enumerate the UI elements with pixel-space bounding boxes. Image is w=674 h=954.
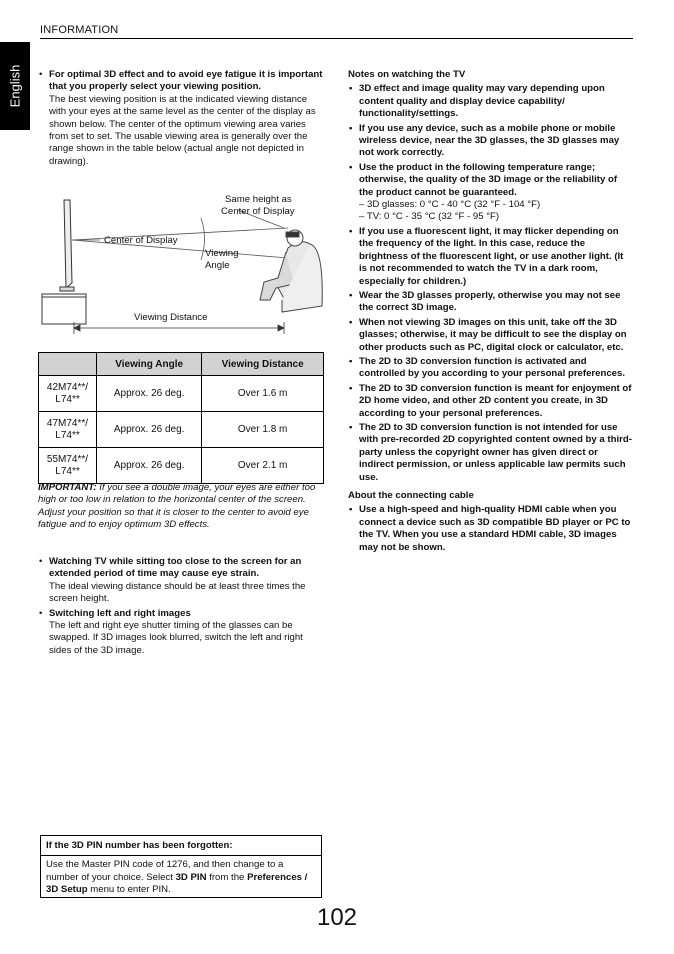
important-label: IMPORTANT:	[38, 482, 97, 493]
cable-title: About the connecting cable	[348, 490, 474, 501]
viewing-spec-table	[38, 352, 324, 484]
label-angle: Angle	[205, 260, 230, 271]
table-header-model	[39, 353, 97, 376]
bullet-optimal-3d	[38, 69, 324, 168]
tv-illustration	[42, 200, 86, 324]
list-item: • When not viewing 3D images on this unit, take off the 3D glasses; otherwise, it may be difficult to see the display on other products such as PC, digital clock or calculator, etc.	[348, 317, 634, 354]
viewing-position-diagram	[38, 188, 328, 338]
left-column-lower	[38, 556, 324, 659]
table-cell-angle: Approx. 26 deg.	[97, 448, 202, 484]
section-header: INFORMATION	[40, 24, 119, 36]
viewer-illustration	[260, 230, 322, 312]
bullet-switching-images-body: The left and right eye shutter timing of the glasses can be swapped. If 3D images look blurred, switch the left and right sides of the 3D image.	[49, 620, 303, 656]
language-tab	[0, 42, 30, 130]
list-item: • 3D effect and image quality may vary depending upon content quality and display device capability/ functionality/settings.	[348, 83, 634, 120]
list-item: • The 2D to 3D conversion function is meant for enjoyment of 2D home video, and other 2D content you create, in 3D according to your personal preferences.	[348, 383, 634, 420]
table-cell-distance: Over 1.8 m	[202, 412, 324, 448]
list-item: • Use a high-speed and high-quality HDMI cable when you connect a device such as 3D compatible BD player or PC to the TV. When you use a standard HDMI cable, 3D images may not be shown.	[348, 504, 634, 554]
bullet-switching-images-title: • Switching left and right images	[49, 607, 191, 619]
bullet-optimal-3d-body: The best viewing position is at the indicated viewing distance with your eyes at the same level as the center of the display as shown below. The center of the optimum viewing area varies from set to set. The usable viewing area is generally over the range shown in the table below (actual angle not depicted in drawing).	[49, 93, 316, 167]
model-line-1: 47M74**/	[46, 417, 89, 429]
list-item: • The 2D to 3D conversion function is activated and controlled by you according to your personal preferences.	[348, 356, 634, 381]
temp-glasses: – 3D glasses: 0 °C - 40 °C (32 °F - 104 °F)	[359, 199, 541, 211]
note-temperature: Use the product in the following temperature range; otherwise, the quality of the 3D image or the reliability of the product cannot be guaranteed.	[359, 161, 618, 198]
model-line-2: L74**	[55, 393, 80, 405]
pin-menu-3d-pin: 3D PIN	[175, 871, 207, 883]
bullet-sitting-close	[38, 556, 324, 606]
header-divider	[40, 38, 633, 39]
table-row	[39, 376, 324, 412]
label-same-height: Same height as	[225, 194, 292, 205]
table-cell-distance: Over 1.6 m	[202, 376, 324, 412]
table-header-angle: Viewing Angle	[97, 353, 202, 376]
right-column	[348, 69, 634, 556]
cable-list	[348, 504, 634, 554]
model-line-2: L74**	[55, 429, 80, 441]
table-cell-model	[39, 376, 97, 412]
label-viewing-distance: Viewing Distance	[134, 312, 208, 323]
table-cell-model	[39, 412, 97, 448]
table-cell-angle: Approx. 26 deg.	[97, 376, 202, 412]
model-line-1: 55M74**/	[46, 453, 89, 465]
pin-text-1: Use the Master PIN code of 1276, and then change to a number of your choice. Select	[46, 859, 284, 883]
label-center-of-display: Center of Display	[104, 235, 178, 246]
pin-menu-path: Preferences / 3D Setup	[46, 871, 308, 896]
important-text-2: Adjust your position so that it is closer to the center to avoid eye fatigue and to enjoy optimum 3D effects.	[38, 506, 309, 531]
table-cell-distance: Over 2.1 m	[202, 448, 324, 484]
list-item	[348, 162, 634, 224]
table-row	[39, 412, 324, 448]
left-column-intro	[38, 69, 324, 170]
pin-text-3: menu to enter PIN.	[87, 884, 171, 896]
model-line-1: 42M74**/	[46, 381, 89, 393]
table-cell-model	[39, 448, 97, 484]
notes-title: Notes on watching the TV	[348, 69, 466, 80]
table-header-row	[39, 353, 324, 376]
temp-tv: – TV: 0 °C - 35 °C (32 °F - 95 °F)	[359, 211, 500, 223]
pin-forgotten-box	[40, 835, 322, 898]
pin-box-title: If the 3D PIN number has been forgotten:	[41, 836, 321, 856]
table-row	[39, 448, 324, 484]
pin-box-body	[41, 856, 321, 899]
distance-arrow	[74, 322, 284, 334]
model-line-2: L74**	[55, 465, 80, 477]
page-number: 102	[316, 904, 358, 931]
label-center-of-display-viewer: Center of Display	[221, 206, 295, 217]
label-viewing: Viewing	[205, 248, 239, 259]
important-note	[38, 482, 328, 532]
bullet-switching-images	[38, 608, 324, 658]
language-tab-label: English	[7, 64, 23, 108]
table-header-distance: Viewing Distance	[202, 353, 324, 376]
list-item: • If you use a fluorescent light, it may flicker depending on the frequency of the light. In this case, reduce the brightness of the fluorescent light, or use another light. (It is not recommended to watch the TV in a dark room, especially for children.)	[348, 226, 634, 288]
list-item: • Wear the 3D glasses properly, otherwise you may not see the correct 3D image.	[348, 290, 634, 315]
important-text-1: If you see a double image, your eyes are either too high or too low in relation to the horizontal center of the screen.	[38, 482, 316, 506]
notes-list	[348, 83, 634, 484]
bullet-optimal-3d-title: • For optimal 3D effect and to avoid eye fatigue it is important that you properly select your viewing position.	[49, 69, 323, 93]
bullet-sitting-close-title: • Watching TV while sitting too close to the screen for an extended period of time may cause eye strain.	[49, 556, 302, 580]
list-item: • If you use any device, such as a mobile phone or mobile wireless device, near the 3D glasses, the 3D glasses may not work correctly.	[348, 123, 634, 160]
list-item: • The 2D to 3D conversion function is not intended for use with pre-recorded 2D copyrighted content owned by a third-party unless the copyright owner has given direct or indirect permission, or unless applicable law permits such use.	[348, 422, 634, 484]
table-cell-angle: Approx. 26 deg.	[97, 412, 202, 448]
pin-text-2: from the	[206, 871, 248, 883]
bullet-sitting-close-body: The ideal viewing distance should be at least three times the screen height.	[49, 580, 306, 605]
